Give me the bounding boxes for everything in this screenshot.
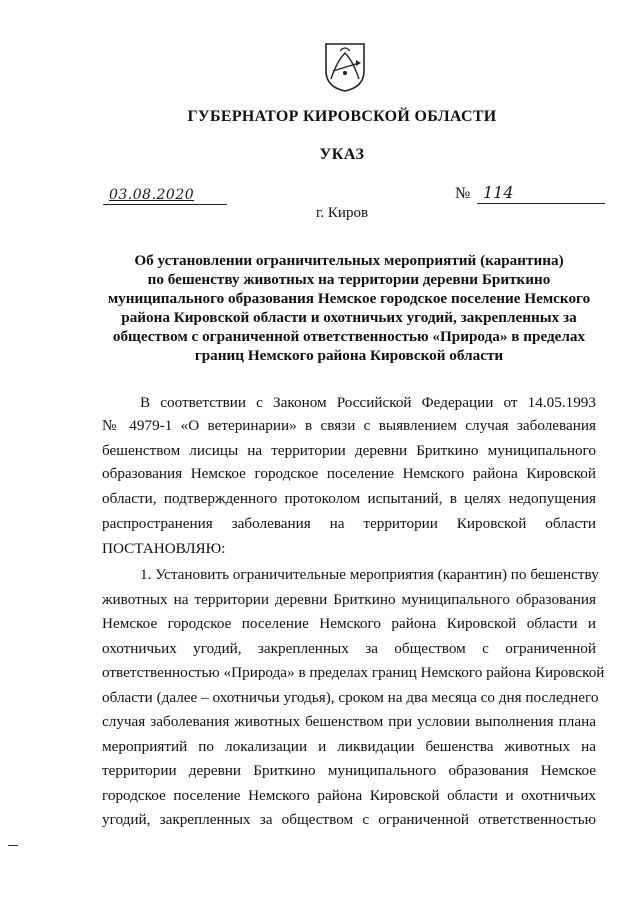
body-line: В соответствии с Законом Российской Федерации от 14.05.1993 [140,394,596,411]
margin-mark [8,845,18,846]
document-type-heading: УКАЗ [319,146,365,163]
body-line: области (далее – охотничьи угодья), сроком на два месяца со дня последнего [102,689,599,706]
body-line: мероприятий по локализации и ликвидации бешенства животных на [102,738,596,755]
document-title [70,251,628,365]
title-line: района Кировской области и охотничьих угодий, закрепленных за [121,309,577,326]
handwritten-date: 03.08.2020 [109,187,195,203]
number-sign: № [455,185,471,202]
body-line: городское поселение Немского района Кировской области и охотничьих [102,787,596,804]
body-line: Немское городское поселение Немского района Кировской области и [102,615,596,632]
title-line: обществом с ограниченной ответственностью «Природа» в пределах [112,328,586,345]
document-number-field [455,182,605,204]
place-of-issue: г. Киров [315,205,369,221]
title-line: по бешенству животных на территории деревни Бриткино [147,271,551,288]
coat-of-arms-emblem [323,41,367,93]
body-line: образования Немское городское поселение Немского района Кировской [102,465,596,482]
body-line: животных на территории деревни Бриткино муниципального образования [102,591,596,608]
body-line: № 4979-1 «О ветеринарии» в связи с выявлением случая заболевания [102,417,596,434]
body-line: территории деревни Бриткино муниципального образования Немское [102,762,596,779]
body-line-decree: ПОСТАНОВЛЯЮ: [102,540,226,557]
title-line: Об установлении ограничительных мероприятий (карантина) [134,252,564,269]
body-line: бешенством лисицы на территории деревни Бриткино муниципального [102,442,596,459]
number-underline [477,181,605,204]
date-field [103,182,227,205]
handwritten-number: 114 [483,183,514,202]
body-line: области, подтвержденного протоколом испытаний, в целях недопущения [102,490,596,507]
body-line: распространения заболевания на территории Кировской области [102,515,596,532]
body-line: угодий, закрепленных за обществом с ограниченной ответственностью [102,811,596,828]
title-line: муниципального образования Немское городское поселение Немского [107,290,591,307]
body-line: охотничьих угодий, закрепленных за обществом с ограниченной [102,640,596,657]
body-line: ответственностью «Природа» в пределах границ Немского района Кировской [102,664,605,681]
body-line: случая заболевания животных бешенством при условии выполнения плана [102,713,596,730]
title-line: границ Немского района Кировской области [194,347,504,364]
authority-heading: ГУБЕРНАТОР КИРОВСКОЙ ОБЛАСТИ [187,108,497,125]
body-line: 1. Установить ограничительные мероприятия (карантин) по бешенству [140,566,599,583]
